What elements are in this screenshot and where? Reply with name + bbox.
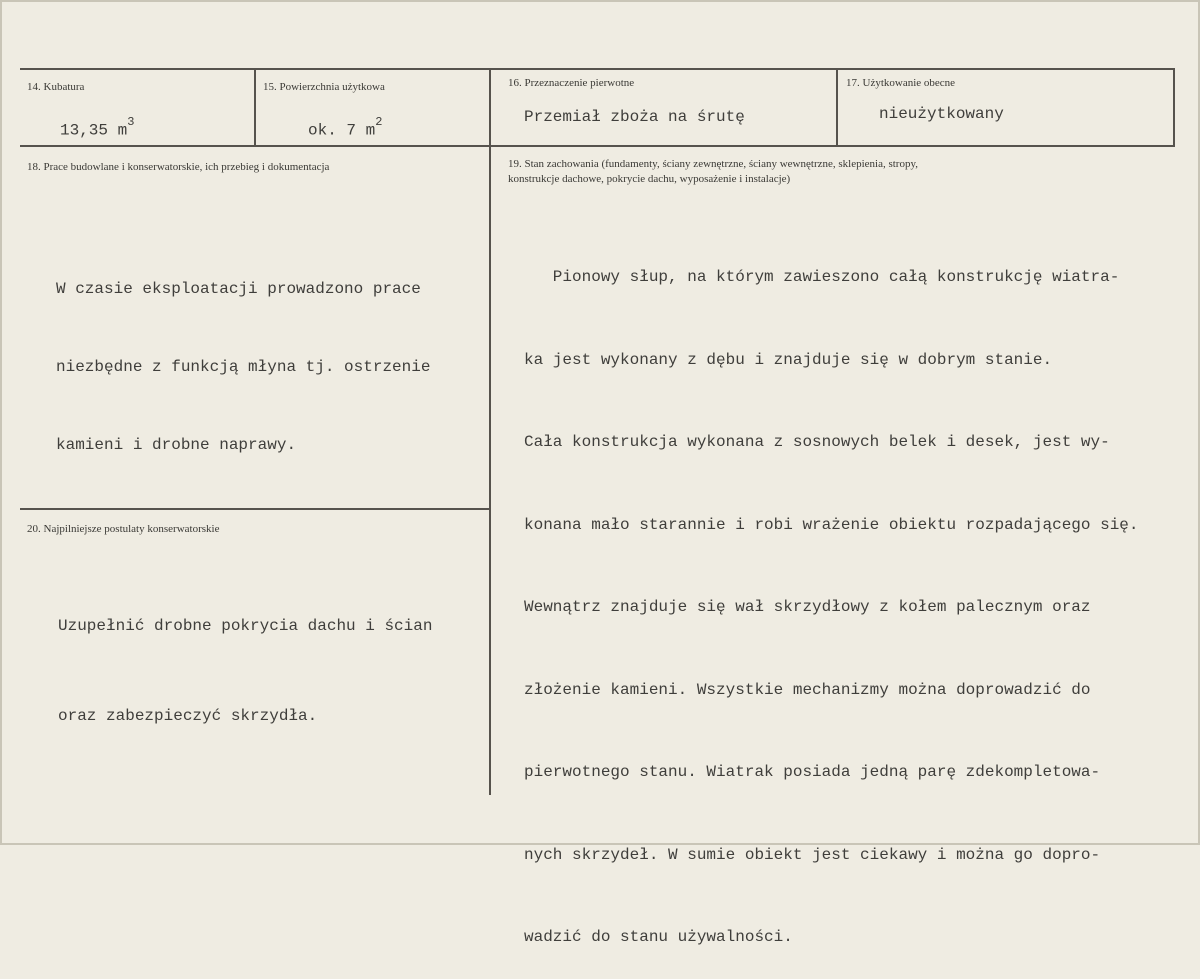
stan-label-line1: 19. Stan zachowania (fundamenty, ściany zewnętrzne, ściany wewnętrzne, sklepienia, stropy, bbox=[508, 158, 919, 170]
row-divider-1 bbox=[20, 145, 1175, 147]
row-divider-2 bbox=[20, 508, 490, 510]
postulaty-label: 20. Najpilniejsze postulaty konserwatorskie bbox=[27, 523, 220, 535]
przeznaczenie-value: Przemiał zboża na śrutę bbox=[524, 108, 745, 126]
col-divider-a bbox=[254, 68, 256, 147]
prace-label: 18. Prace budowlane i konserwatorskie, ich przebieg i dokumentacja bbox=[27, 161, 330, 173]
stan-line: Pionowy słup, na którym zawieszono całą konstrukcję wiatra- bbox=[524, 268, 1120, 286]
uzytkowanie-value: nieużytkowany bbox=[879, 105, 1004, 123]
prace-line: W czasie eksploatacji prowadzono prace bbox=[56, 280, 421, 298]
stan-line: złożenie kamieni. Wszystkie mechanizmy można doprowadzić do bbox=[524, 680, 1091, 699]
col-divider-b bbox=[489, 68, 491, 795]
postulaty-line: oraz zabezpieczyć skrzydła. bbox=[58, 707, 318, 725]
kubatura-exponent: 3 bbox=[127, 115, 135, 129]
powierzchnia-number: ok. 7 m bbox=[308, 121, 376, 140]
prace-line: niezbędne z funkcją młyna tj. ostrzenie bbox=[56, 358, 431, 376]
postulaty-text bbox=[58, 555, 432, 761]
powierzchnia-label: 15. Powierzchnia użytkowa bbox=[263, 81, 385, 93]
stan-label-line2: konstrukcje dachowe, pokrycie dachu, wyposażenie i instalacje) bbox=[508, 173, 791, 185]
postulaty-line: Uzupełnić drobne pokrycia dachu i ścian bbox=[58, 617, 433, 635]
stan-line: pierwotnego stanu. Wiatrak posiada jedną parę zdekompletowa- bbox=[524, 763, 1101, 781]
col-divider-c bbox=[836, 68, 838, 147]
kubatura-number: 13,35 m bbox=[60, 121, 128, 140]
powierzchnia-exponent: 2 bbox=[375, 115, 383, 129]
kubatura-label: 14. Kubatura bbox=[27, 81, 85, 93]
right-edge-line bbox=[1173, 68, 1175, 147]
stan-line: konana mało starannie i robi wrażenie obiektu rozpadającego się. bbox=[524, 515, 1139, 534]
uzytkowanie-label: 17. Użytkowanie obecne bbox=[846, 77, 956, 89]
przeznaczenie-label: 16. Przeznaczenie pierwotne bbox=[508, 77, 635, 89]
prace-line: kamieni i drobne naprawy. bbox=[56, 436, 297, 454]
stan-line: Wewnątrz znajduje się wał skrzydłowy z kołem palecznym oraz bbox=[524, 598, 1091, 616]
stan-line: Cała konstrukcja wykonana z sosnowych belek i desek, jest wy- bbox=[524, 433, 1110, 451]
stan-line: nych skrzydeł. W sumie obiekt jest ciekawy i można go dopro- bbox=[524, 845, 1101, 864]
top-rule bbox=[20, 68, 1175, 70]
stan-line: ka jest wykonany z dębu i znajduje się w dobrym stanie. bbox=[524, 350, 1053, 369]
stan-line: wadzić do stanu używalności. bbox=[524, 928, 793, 946]
powierzchnia-value bbox=[308, 112, 382, 143]
kubatura-value bbox=[60, 112, 134, 143]
stan-text bbox=[524, 210, 1139, 979]
prace-text bbox=[56, 224, 430, 484]
